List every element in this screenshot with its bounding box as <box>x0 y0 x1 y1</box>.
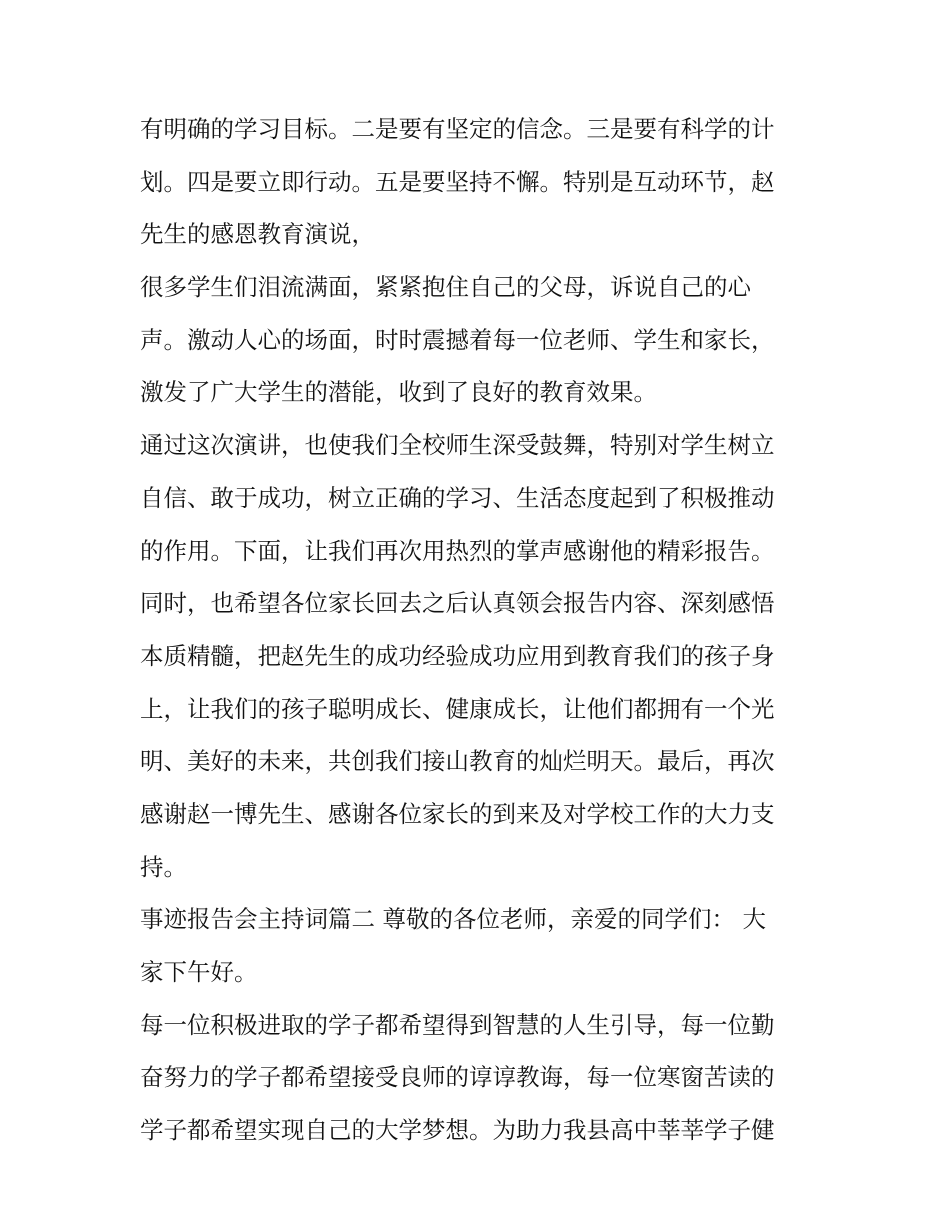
document-body <box>140 103 820 1157</box>
text-line: 有明确的学习目标。二是要有坚定的信念。三是要有科学的计 <box>140 115 775 143</box>
text-line: 激发了广大学生的潜能，收到了良好的教育效果。 <box>140 378 657 407</box>
text-line: 本质精髓，把赵先生的成功经验成功应用到教育我们的孩子身 <box>140 641 775 670</box>
text-line: 声。激动人心的场面，时时震撼着每一位老师、学生和家长， <box>140 325 775 354</box>
text-line: 先生的感恩教育演说， <box>140 220 375 249</box>
text-line: 同时，也希望各位家长回去之后认真领会报告内容、深刻感悟 <box>140 589 775 618</box>
text-line: 通过这次演讲，也使我们全校师生深受鼓舞，特别对学生树立 <box>140 431 775 460</box>
text-line: 明、美好的未来，共创我们接山教育的灿烂明天。最后，再次 <box>140 747 775 776</box>
text-line: 自信、敢于成功，树立正确的学习、生活态度起到了积极推动 <box>140 483 775 512</box>
text-line: 奋努力的学子都希望接受良师的谆谆教诲，每一位寒窗苦读的 <box>140 1063 775 1092</box>
text-line: 感谢赵一博先生、感谢各位家长的到来及对学校工作的大力支 <box>140 799 775 828</box>
text-line: 学子都希望实现自己的大学梦想。为助力我县高中莘莘学子健 <box>140 1116 775 1145</box>
text-line: 每一位积极进取的学子都希望得到智慧的人生引导，每一位勤 <box>140 1010 775 1039</box>
text-line: 的作用。下面，让我们再次用热烈的掌声感谢他的精彩报告。 <box>140 536 775 565</box>
text-line: 家下午好。 <box>140 958 258 986</box>
text-line: 持。 <box>140 852 187 881</box>
text-line: 划。四是要立即行动。五是要坚持不懈。特别是互动环节，赵 <box>140 167 775 196</box>
text-line: 事迹报告会主持词篇二 尊敬的各位老师，亲爱的同学们： 大 <box>140 905 766 934</box>
text-line: 很多学生们泪流满面，紧紧抱住自己的父母，诉说自己的心 <box>140 273 751 302</box>
text-line: 上，让我们的孩子聪明成长、健康成长，让他们都拥有一个光 <box>140 694 775 723</box>
